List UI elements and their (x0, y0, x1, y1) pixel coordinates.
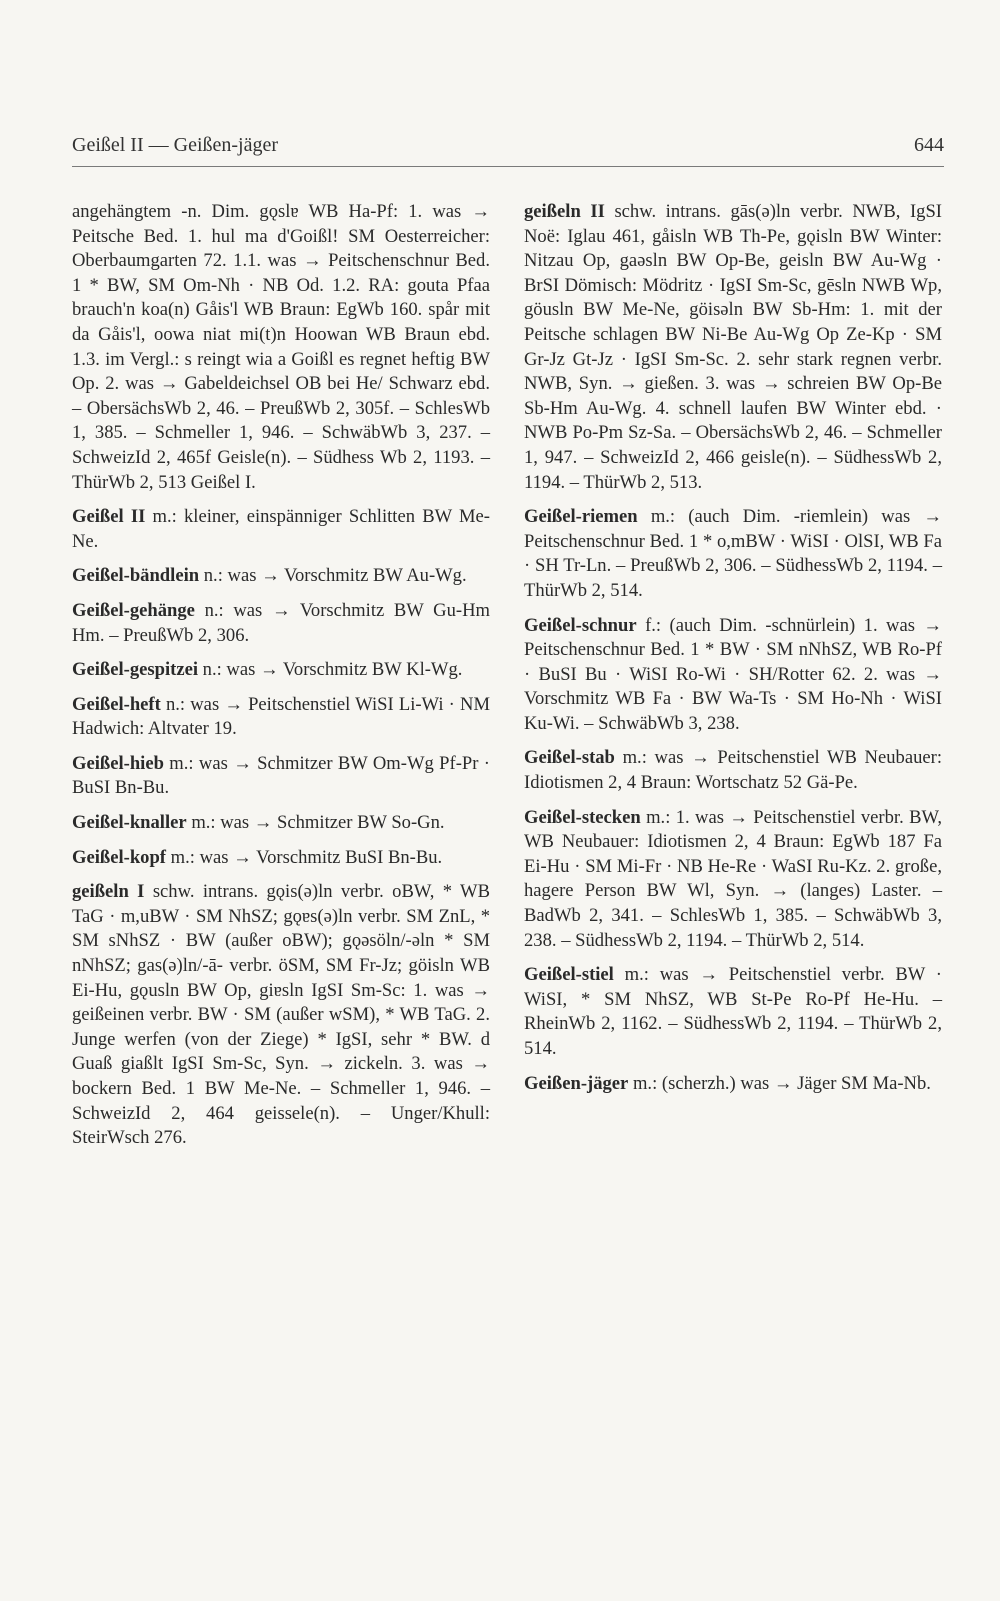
entry-text: n.: was → Vorschmitz BW Gu-Hm Hm. – PreußWb 2, 306. (72, 599, 490, 646)
entry-lemma: geißeln II (524, 201, 605, 222)
entry-text: m.: kleiner, einspänniger Schlitten BW Me-Ne. (72, 506, 490, 552)
dictionary-entry (72, 880, 490, 1151)
dictionary-entry (72, 811, 490, 836)
entry-text: schw. intrans. gǫis(ə)ln verbr. oBW, * WB TaG · m,uBW · SM NhSZ; gǫɐs(ə)ln verbr. SM ZnL, * SM sNhSZ · BW (außer oBW); gǫəsöln/-əln * SM nNhSZ; gas(ə)ln/-ā- verbr. öSM, SM Fr-Jz; göisln WB Ei-Hu, gǫusln BW Op, giɐsln IgSI Sm-Sc: 1. was → geißeinen verbr. BW · SM (außer wSM), * WB TaG. 2. Junge werfen (von der Ziege) * IgSI, sehr * BW. d Guaß giaßlt IgSI Sm-Sc, Syn. → zickeln. 3. was → bockern Bed. 1 BW Me-Ne. – Schmeller 1, 946. – SchweizId 2, 464 geissele(n). – Unger/Khull: SteirWsch 276. (72, 881, 490, 1149)
dictionary-entry (72, 200, 490, 495)
left-column (72, 200, 490, 1161)
entry-text: n.: was → Peitschenstiel WiSI Li-Wi · NM Hadwich: Altvater 19. (72, 693, 490, 740)
entry-lemma: Geißel-kopf (72, 846, 167, 868)
entry-lemma: Geißel-stecken (524, 806, 641, 828)
dictionary-entry (72, 505, 490, 554)
entry-lemma: Geißel II (72, 506, 146, 528)
entry-text: m.: was → Vorschmitz BuSI Bn-Bu. (170, 846, 443, 868)
entry-text: n.: was → Vorschmitz BW Kl-Wg. (202, 659, 463, 681)
dictionary-entry (524, 746, 942, 795)
dictionary-entry (72, 846, 490, 871)
entry-lemma: Geißel-hieb (72, 752, 164, 774)
page-number: 644 (914, 134, 944, 156)
entry-text: m.: (auch Dim. -riemlein) was → Peitschenschnur Bed. 1 * o,mBW · WiSI · OlSI, WB Fa · SH Tr-Ln. – PreußWb 2, 306. – SüdhessWb 2, 1194. – ThürWb 2, 514. (524, 506, 942, 601)
header-divider (72, 166, 944, 167)
entry-text: f.: (auch Dim. -schnürlein) 1. was → Peitschenschnur Bed. 1 * BW · SM nNhSZ, WB Ro-Pf · BuSI Bu · WiSI Ro-Wi · SH/Rotter 62. 2. was → Vorschmitz WB Fa · BW Wa-Ts · SM Ho-Nh · WiSI Ku-Wi. – SchwäbWb 3, 238. (524, 614, 943, 734)
running-head-title: Geißel II — Geißen-jäger (72, 134, 279, 156)
dictionary-entry (524, 505, 942, 603)
entry-text: angehängtem -n. Dim. gǫslɐ WB Ha-Pf: 1. was → Peitsche Bed. 1. hul ma d'Goißl! SM Oesterreicher: Oberbaumgarten 72. 1.1. was → Peitschenschnur Bed. 1 * BW, SM Om-Nh · NB Od. 1.2. RA: gouta Pfaa brauch'n koa(n) Gåis'l WB Braun: EgWb 160. spår mit da Gåis'l, oowa niat mi(t)n Hoowan WB Braun ebd. 1.3. im Vergl.: s reingt wia a Goißl es regnet heftig BW Op. 2. was → Gabeldeichsel OB bei He/ Schwarz ebd. – ObersächsWb 2, 46. – PreußWb 2, 305f. – SchlesWb 1, 385. – Schmeller 1, 946. – SchwäbWb 3, 237. – SchweizId 2, 465f Geisle(n). – Südhess Wb 2, 1193. – ThürWb 2, 513 Geißel I. (72, 201, 490, 493)
right-column (524, 200, 942, 1106)
entry-text: m.: was → Schmitzer BW Om-Wg Pf-Pr · BuSI Bn-Bu. (72, 752, 490, 799)
dictionary-entry (524, 1072, 942, 1097)
running-header (72, 134, 944, 164)
dictionary-entry (72, 599, 490, 648)
dictionary-entry (524, 806, 942, 954)
entry-lemma: Geißel-stiel (524, 964, 614, 986)
dictionary-entry (524, 200, 942, 495)
dictionary-entry (524, 963, 942, 1061)
entry-lemma: Geißel-stab (524, 747, 615, 769)
dictionary-entry (72, 693, 490, 742)
entry-text: schw. intrans. gās(ə)ln verbr. NWB, IgSI Noë: Iglau 461, gåisln WB Th-Pe, gǫisln BW Winter: Nitzau Op, gaəsln BW Op-Be, geisln BW Au-Wg · BrSI Dömisch: Mödritz · IgSI Sm-Sc, gēsln NWB Wp, göusln BW Me-Ne, göisəln BW Sb-Hm: 1. mit der Peitsche schlagen BW Ni-Be Au-Wg Op Ze-Kp · SM Gr-Jz Gt-Jz · IgSI Sm-Sc. 2. sehr stark regnen verbr. NWB, Syn. → gießen. 3. was → schreien BW Op-Be Sb-Hm Au-Wg. 4. schnell laufen BW Winter ebd. · NWB Po-Pm Sz-Sa. – ObersächsWb 2, 46. – Schmeller 1, 947. – SchweizId 2, 466 geisle(n). – SüdhessWb 2, 1194. – ThürWb 2, 513. (524, 201, 942, 493)
entry-lemma: Geißel-gespitzei (72, 659, 198, 681)
entry-text: m.: was → Peitschenstiel verbr. BW · WiSI, * SM NhSZ, WB St-Pe Ro-Pf He-Hu. – RheinWb 2, 1162. – SüdhessWb 2, 1194. – ThürWb 2, 514. (524, 964, 942, 1059)
entry-lemma: Geißel-knaller (72, 812, 187, 834)
entry-text: m.: (scherzh.) was → Jäger SM Ma-Nb. (632, 1072, 931, 1094)
dictionary-entry (72, 564, 490, 589)
dictionary-entry (524, 614, 942, 737)
entry-lemma: Geißel-bändlein (72, 565, 200, 587)
entry-lemma: Geißel-riemen (524, 506, 638, 528)
entry-lemma: Geißen-jäger (524, 1072, 629, 1094)
entry-lemma: Geißel-gehänge (72, 599, 195, 621)
entry-text: m.: was → Peitschenstiel WB Neubauer: Idiotismen 2, 4 Braun: Wortschatz 52 Gä-Pe. (524, 747, 942, 794)
entry-lemma: geißeln I (72, 881, 145, 903)
entry-lemma: Geißel-heft (72, 693, 161, 715)
dictionary-entry (72, 658, 490, 683)
entry-text: m.: 1. was → Peitschenstiel verbr. BW, WB Neubauer: Idiotismen 2, 4 Braun: EgWb 187 Fa Ei-Hu · SM Mi-Fr · NB He-Re · WaSI Ru-Kz. 2. große, hagere Person BW Wl, Syn. → (langes) Laster. – BadWb 2, 341. – SchlesWb 1, 385. – SchwäbWb 3, 238. – SüdhessWb 2, 1194. – ThürWb 2, 514. (524, 806, 942, 951)
entry-text: m.: was → Schmitzer BW So-Gn. (191, 812, 445, 834)
entry-lemma: Geißel-schnur (524, 614, 637, 636)
entry-text: n.: was → Vorschmitz BW Au-Wg. (203, 565, 467, 587)
dictionary-entry (72, 752, 490, 801)
